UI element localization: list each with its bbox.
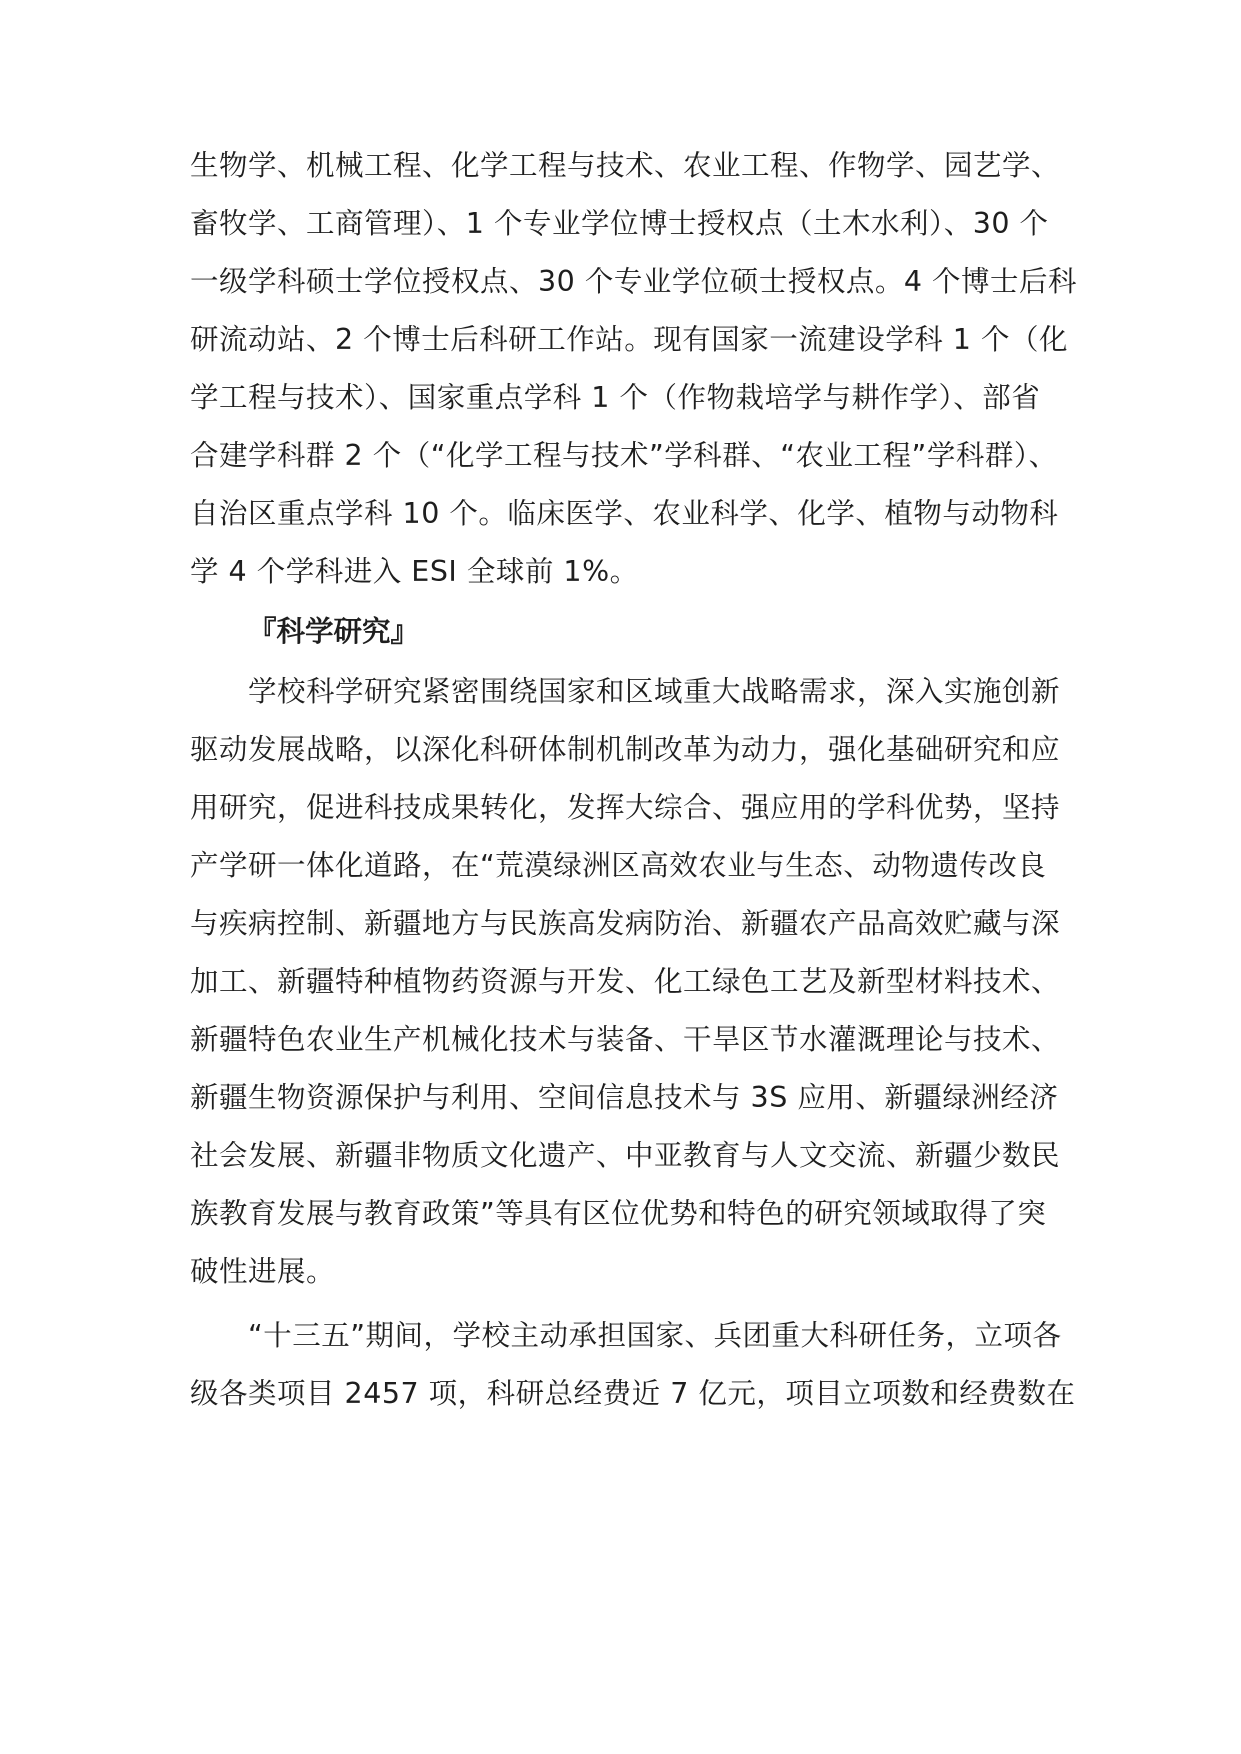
paragraph-2-line: 产学研一体化道路，在“荒漠绿洲区高效农业与生态、动物遗传改良	[190, 849, 1047, 882]
paragraph-1-line: 合建学科群 2 个（“化学工程与技术”学科群、“农业工程”学科群）、	[190, 439, 1058, 472]
section-heading: 『科学研究』	[248, 615, 420, 648]
paragraph-3-line: 级各类项目 2457 项，科研总经费近 7 亿元，项目立项数和经费数在	[190, 1377, 1076, 1410]
paragraph-3-line: “十三五”期间，学校主动承担国家、兵团重大科研任务，立项各	[248, 1319, 1062, 1352]
paragraph-2-line: 与疾病控制、新疆地方与民族高发病防治、新疆农产品高效贮藏与深	[190, 907, 1061, 940]
paragraph-2-line: 新疆生物资源保护与利用、空间信息技术与 3S 应用、新疆绿洲经济	[190, 1081, 1059, 1114]
paragraph-2-line: 加工、新疆特种植物药资源与开发、化工绿色工艺及新型材料技术、	[190, 965, 1061, 998]
paragraph-2-line: 破性进展。	[190, 1255, 336, 1288]
paragraph-2-line: 驱动发展战略，以深化科研体制机制改革为动力，强化基础研究和应	[190, 733, 1061, 766]
paragraph-2-line: 学校科学研究紧密围绕国家和区域重大战略需求，深入实施创新	[248, 675, 1061, 708]
paragraph-1-line: 学 4 个学科进入 ESI 全球前 1%。	[190, 555, 639, 588]
paragraph-2-line: 族教育发展与教育政策”等具有区位优势和特色的研究领域取得了突	[190, 1197, 1047, 1230]
paragraph-1-line: 畜牧学、工商管理）、1 个专业学位博士授权点（土木水利）、30 个	[190, 207, 1049, 240]
paragraph-2-line: 新疆特色农业生产机械化技术与装备、干旱区节水灌溉理论与技术、	[190, 1023, 1061, 1056]
paragraph-1-line: 自治区重点学科 10 个。临床医学、农业科学、化学、植物与动物科	[190, 497, 1059, 530]
paragraph-2-line: 社会发展、新疆非物质文化遗产、中亚教育与人文交流、新疆少数民	[190, 1139, 1061, 1172]
paragraph-1-line: 生物学、机械工程、化学工程与技术、农业工程、作物学、园艺学、	[190, 149, 1061, 182]
paragraph-1-line: 研流动站、2 个博士后科研工作站。现有国家一流建设学科 1 个（化	[190, 323, 1068, 356]
paragraph-2-line: 用研究，促进科技成果转化，发挥大综合、强应用的学科优势，坚持	[190, 791, 1061, 824]
paragraph-1-line: 一级学科硕士学位授权点、30 个专业学位硕士授权点。4 个博士后科	[190, 265, 1078, 298]
paragraph-1-line: 学工程与技术）、国家重点学科 1 个（作物栽培学与耕作学）、部省	[190, 381, 1041, 414]
